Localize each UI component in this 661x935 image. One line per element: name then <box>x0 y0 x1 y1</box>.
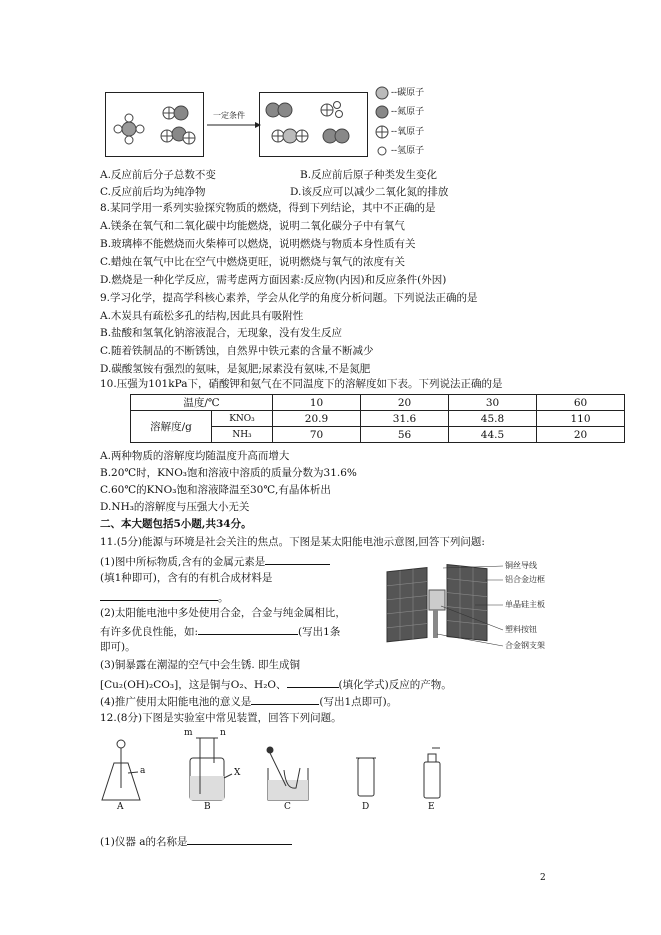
solubility-table <box>130 394 625 443</box>
q7-option-c: C.反应前后均为纯净物 <box>100 186 206 198</box>
q11-part1-line1 <box>100 553 330 570</box>
apparatus-a-label: A <box>117 802 124 812</box>
apparatus-c <box>267 747 308 800</box>
apparatus-d-label: D <box>362 802 370 812</box>
q11-part2-tail: (写出1条 <box>298 626 341 638</box>
q11-part3-line1: (3)铜暴露在潮湿的空气中会生锈. 即生成铜 <box>100 659 301 671</box>
q9-option-d: D.碳酸氢铵有强烈的氨味，是氮肥;尿素没有氨味,不是氮肥 <box>100 363 371 375</box>
section-heading: 二、本大题包括5小题,共34分。 <box>100 518 252 530</box>
label-copper-wire: 铜丝导线 <box>505 561 537 570</box>
label-a: a <box>140 766 146 776</box>
value-cell: 110 <box>537 411 625 427</box>
apparatus-figure <box>100 728 470 820</box>
q12-part1 <box>100 833 292 850</box>
substance-cell: KNO₃ <box>212 411 273 427</box>
q8-option-b: B.玻璃棒不能燃烧而火柴棒可以燃烧，说明燃烧与物质本身性质有关 <box>100 238 416 250</box>
legend-hydrogen: --氢原子 <box>391 146 425 156</box>
q9-stem: 9.学习化学，提高学科核心素养，学会从化学的角度分析问题。下列说法正确的是 <box>100 292 478 304</box>
table-row <box>131 395 625 411</box>
table-row <box>131 411 625 427</box>
label-x: X <box>234 768 241 778</box>
q12-stem: 12.(8分)下图是实验室中常见装置，回答下列问题。 <box>100 712 342 724</box>
q11-part3-tail: (填化学式)反应的产物。 <box>338 679 452 691</box>
water-molecule <box>321 102 343 118</box>
temp-header: 温度/℃ <box>131 395 273 411</box>
substance-cell: NH₃ <box>212 427 273 443</box>
q11-part1-end: 。 <box>218 592 229 604</box>
q10-option-b: B.20℃时，KNO₃饱和溶液中溶质的质量分数为31.6% <box>100 467 357 479</box>
q7-option-d: D.该反应可以减少二氧化氮的排放 <box>290 186 449 198</box>
arrow-label: 一定条件 <box>213 111 245 120</box>
label-plastic-button: 塑料按钮 <box>505 625 537 634</box>
apparatus-b-label: B <box>204 802 211 812</box>
reactants-box <box>106 93 204 157</box>
page-number: 2 <box>540 873 546 883</box>
temp-cell: 20 <box>361 395 449 411</box>
q11-part4-text: (4)推广使用太阳能电池的意义是 <box>100 696 252 708</box>
temp-cell: 30 <box>449 395 537 411</box>
legend-carbon: --碳原子 <box>391 88 425 98</box>
legend-oxygen: --氧原子 <box>391 127 425 137</box>
reaction-diagram <box>105 92 370 160</box>
q11-part3-text: [Cu₂(OH)₂CO₃]，这是铜与O₂、H₂O、 <box>100 679 287 691</box>
n2-molecule <box>266 103 292 117</box>
q7-option-a: A.反应前后分子总数不变 <box>100 169 216 181</box>
answer-blank[interactable] <box>187 833 292 845</box>
carbon-atom-icon <box>376 87 388 99</box>
label-silicon-board: 单晶硅主板 <box>505 600 545 609</box>
no2-molecule-2 <box>161 127 195 144</box>
hydrogen-atom-icon <box>378 147 386 155</box>
q11-part2-line3: 即可)。 <box>100 641 136 653</box>
co2-molecule <box>272 129 308 143</box>
answer-blank[interactable] <box>287 676 339 688</box>
q9-option-a: A.木炭具有疏松多孔的结构,因此具有吸附性 <box>100 310 304 322</box>
value-cell: 20.9 <box>273 411 361 427</box>
reaction-figure <box>105 92 370 160</box>
products-box <box>260 93 368 157</box>
value-cell: 31.6 <box>361 411 449 427</box>
value-cell: 45.8 <box>449 411 537 427</box>
q10-option-c: C.60℃的KNO₃饱和溶液降温至30℃,有晶体析出 <box>100 484 331 496</box>
answer-blank[interactable] <box>265 553 330 565</box>
apparatus-e <box>424 748 440 798</box>
q11-part2-line2 <box>100 623 340 640</box>
q10-stem: 10.压强为101kPa下，硝酸钾和氨气在不同温度下的溶解度如下表。下列说法正确的是 <box>100 378 503 390</box>
atom-legend <box>375 85 465 165</box>
q11-stem: 11.(5分)能源与环境是社会关注的焦点。下图是某太阳能电池示意图,回答下列问题: <box>100 536 485 548</box>
q11-part2-line1: (2)太阳能电池中多处使用合金，合金与纯金属相比， <box>100 607 346 619</box>
q9-option-b: B.盐酸和氢氧化钠溶液混合，无现象，没有发生反应 <box>100 327 343 339</box>
answer-blank[interactable] <box>198 623 298 635</box>
temp-cell: 10 <box>273 395 361 411</box>
q10-option-d: D.NH₃的溶解度与压强大小无关 <box>100 501 250 513</box>
q11-part1-line3 <box>100 589 229 606</box>
apparatus-b <box>190 738 232 800</box>
solar-panel-figure <box>385 560 560 655</box>
q9-option-c: C.随着铁制品的不断锈蚀，自然界中铁元素的含量不断减少 <box>100 345 374 357</box>
apparatus-a <box>102 740 140 800</box>
temp-cell: 60 <box>537 395 625 411</box>
apparatus-e-label: E <box>428 802 435 812</box>
water-molecule-2 <box>323 129 349 143</box>
value-cell: 20 <box>537 427 625 443</box>
q11-part3-line2 <box>100 676 452 693</box>
answer-blank[interactable] <box>251 693 319 705</box>
q8-option-a: A.镁条在氧气和二氧化碳中均能燃烧，说明二氧化碳分子中有氧气 <box>100 220 405 232</box>
q12-part1-text: (1)仪器 a的名称是 <box>100 836 188 848</box>
legend-nitrogen: --氮原子 <box>391 107 425 117</box>
q8-option-c: C.蜡烛在氧气中比在空气中燃烧更旺，说明燃烧与氧气的浓度有关 <box>100 256 405 268</box>
q10-option-a: A.两种物质的溶解度均随温度升高而增大 <box>100 450 290 462</box>
value-cell: 70 <box>273 427 361 443</box>
solubility-header: 溶解度/g <box>131 411 212 443</box>
q7-option-b: B.反应前后原子种类发生变化 <box>300 169 438 181</box>
q11-part4-tail: (写出1点即可)。 <box>319 696 398 708</box>
no2-molecule <box>163 106 188 120</box>
apparatus-c-label: C <box>284 802 291 812</box>
q11-part1-line2: (填1种即可)，含有的有机合成材料是 <box>100 572 273 584</box>
legend-icons <box>375 85 391 165</box>
q8-option-d: D.燃烧是一种化学反应，需考虑两方面因素:反应物(内因)和反应条件(外因) <box>100 274 447 286</box>
value-cell: 56 <box>361 427 449 443</box>
nh3-like-molecule <box>114 114 144 144</box>
nitrogen-atom-icon <box>376 106 388 118</box>
label-alloy-stand: 合金钢支架 <box>505 641 545 650</box>
label-aluminum-frame: 铝合金边框 <box>505 575 545 584</box>
q8-stem: 8.某同学用一系列实验探究物质的燃烧，得到下列结论，其中不正确的是 <box>100 202 436 214</box>
q11-part2-text: 有许多优良性能，如: <box>100 626 199 638</box>
apparatus-d <box>356 758 376 796</box>
value-cell: 44.5 <box>449 427 537 443</box>
q11-part4 <box>100 693 397 710</box>
label-n: n <box>220 728 226 738</box>
q11-part1-text: (1)图中所标物质,含有的金属元素是 <box>100 556 266 568</box>
answer-blank[interactable] <box>100 589 218 601</box>
label-m: m <box>184 728 193 738</box>
